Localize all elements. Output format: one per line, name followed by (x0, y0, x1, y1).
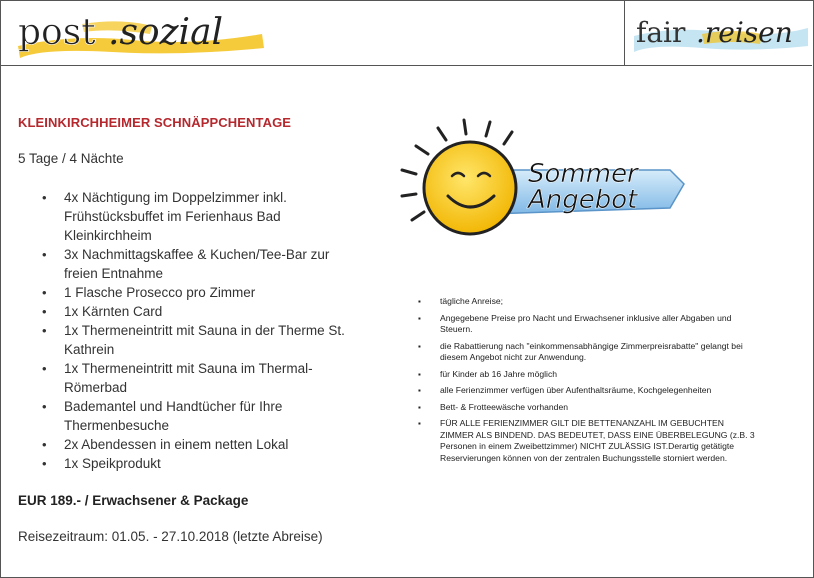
badge-line1: Sommer (528, 159, 638, 189)
list-item: ▪ alle Ferienzimmer verfügen über Aufenthaltsräume, Kochgelegenheiten (418, 385, 758, 397)
post-sozial-logo (12, 4, 272, 60)
header-divider (624, 0, 625, 65)
list-item: • 1x Thermeneintritt mit Sauna in der Therme St. Kathrein (18, 321, 358, 359)
list-item: • 2x Abendessen in einem netten Lokal (18, 435, 358, 454)
fair-reisen-logo (632, 6, 810, 58)
header (0, 0, 812, 66)
list-item: ▪ für Kinder ab 16 Jahre möglich (418, 369, 758, 381)
offer-duration: 5 Tage / 4 Nächte (18, 151, 124, 166)
logo-left-part2: .sozial (108, 12, 224, 53)
offer-title: KLEINKIRCHHEIMER SCHNÄPPCHENTAGE (18, 115, 292, 130)
sommer-angebot-graphic (388, 112, 688, 244)
list-item: • Bademantel und Handtücher für Ihre Thermenbesuche (18, 397, 358, 435)
badge-line2: Angebot (528, 185, 638, 215)
logo-right-part1: fair (636, 16, 686, 49)
list-item: ▪ FÜR ALLE FERIENZIMMER GILT DIE BETTENANZAHL IM GEBUCHTEN ZIMMER ALS BINDEND. DAS BEDEUTET, DASS EINE ÜBERBELEGUNG (z.B. 3 Personen in einem Zweibettzimmer) NICHT ZULÄSSIG IST.Derartig getätigte Reservierungen können von der zentralen Buchungsstelle storniert werden. (418, 418, 758, 464)
list-item: ▪ Angegebene Preise pro Nacht und Erwachsener inklusive aller Abgaben und Steuern. (418, 313, 758, 336)
list-item: ▪ tägliche Anreise; (418, 296, 758, 308)
logo-left-part1: post (18, 12, 96, 53)
list-item: • 4x Nächtigung im Doppelzimmer inkl. Frühstücksbuffet im Ferienhaus Bad Kleinkirchheim (18, 188, 358, 245)
list-item: • 1x Thermeneintritt mit Sauna im Thermal-Römerbad (18, 359, 358, 397)
list-item: • 3x Nachmittagskaffee & Kuchen/Tee-Bar zur freien Entnahme (18, 245, 358, 283)
offer-items-list (18, 188, 358, 473)
list-item: ▪ die Rabattierung nach "einkommensabhängige Zimmerpreisrabatte" gelangt bei diesem Angebot nicht zur Anwendung. (418, 341, 758, 364)
list-item: • 1x Kärnten Card (18, 302, 358, 321)
notes-list (418, 296, 758, 469)
list-item: • 1x Speikprodukt (18, 454, 358, 473)
list-item: ▪ Bett- & Frotteewäsche vorhanden (418, 402, 758, 414)
logo-right-part2: .reisen (696, 16, 793, 49)
offer-period: Reisezeitraum: 01.05. - 27.10.2018 (letzte Abreise) (18, 529, 323, 544)
list-item: • 1 Flasche Prosecco pro Zimmer (18, 283, 358, 302)
offer-price: EUR 189.- / Erwachsener & Package (18, 493, 249, 508)
